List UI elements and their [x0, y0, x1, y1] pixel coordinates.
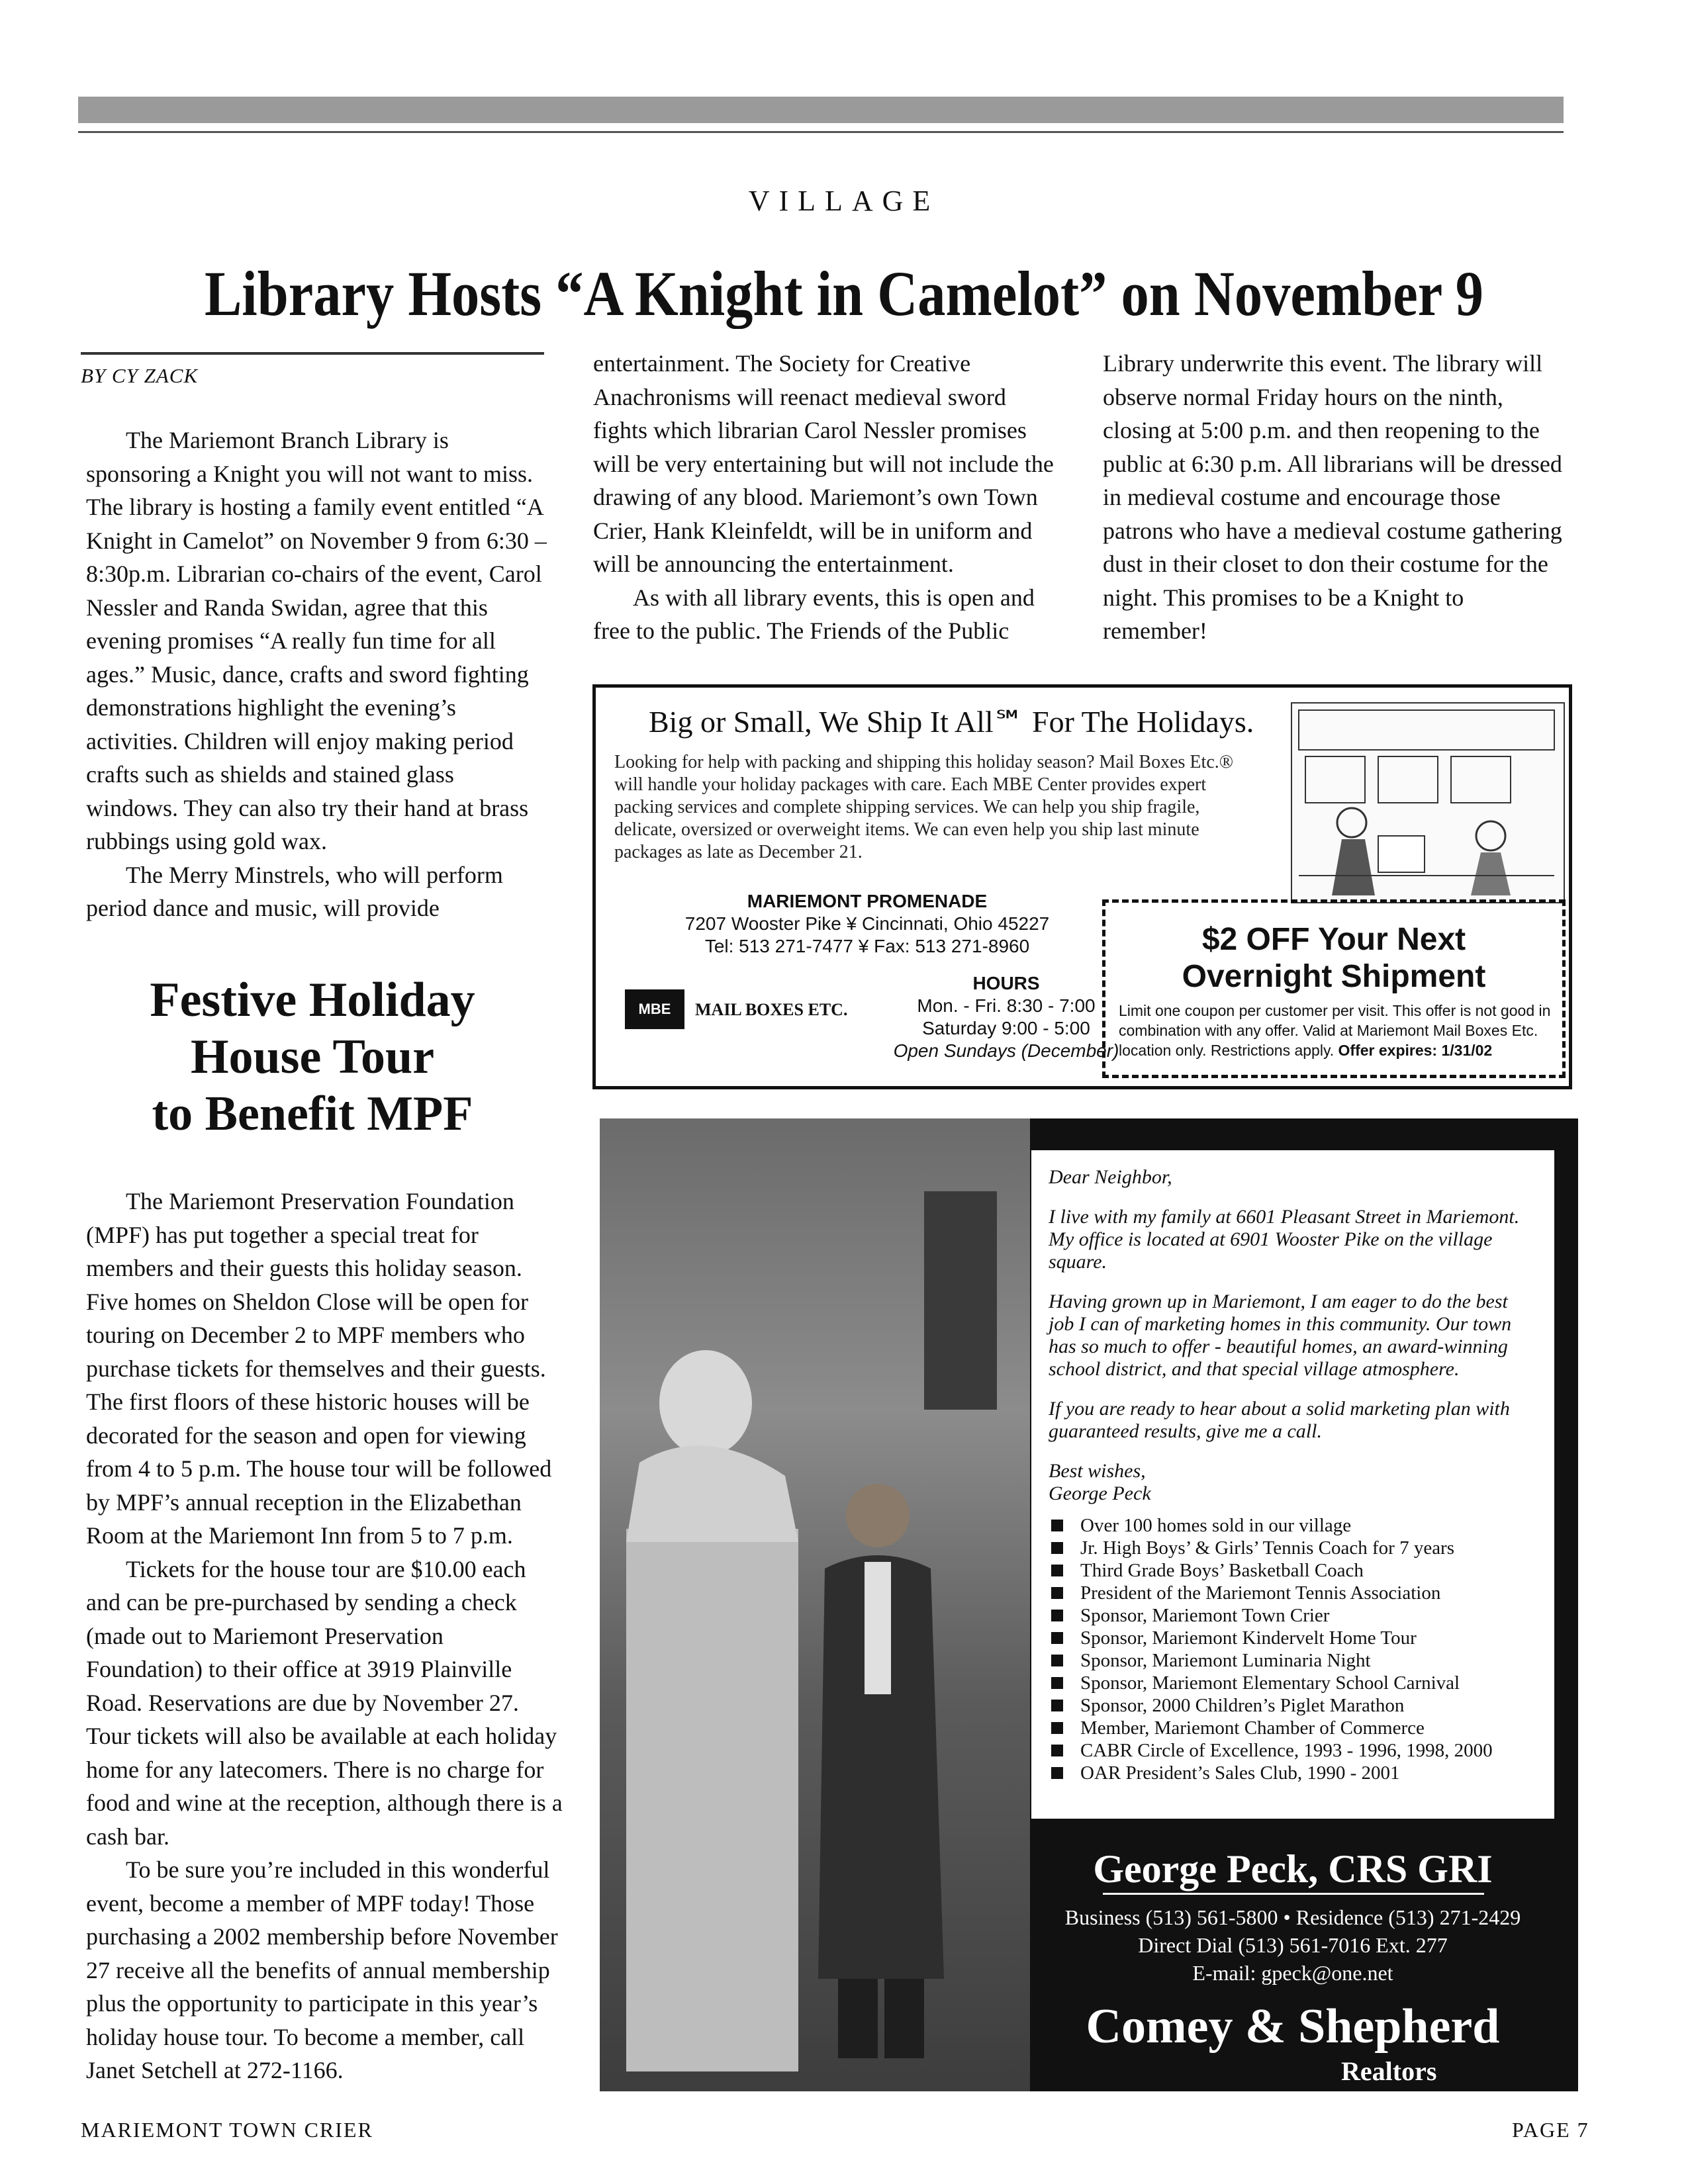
paragraph: The Mariemont Branch Library is sponsoring a Knight you will not want to miss. The library is hosting a family event entitled “A Knight in Camelot” on November 9 from 6:30 – 8:30p.m. Librarian co-chairs of the event, Carol Nessler and Randa Swidan, agree that this evening promises “A really fun time for all ages.” Music, dance, crafts and sword fighting demonstrations highlight the evening’s activities. Children will enjoy making period crafts such as shields and stained glass windows. They can also try their hand at brass rubbings using gold wax.: [86, 427, 547, 854]
paragraph: As with all library events, this is open and free to the public. The Friends of the Public: [593, 584, 1035, 644]
coupon-terms: Limit one coupon per customer per visit. This offer is not good in combination with any offer. Valid at Mariemont Mail Boxes Etc. location only. Restrictions apply.: [1119, 1002, 1551, 1059]
article-column-2: [593, 347, 1063, 648]
mbe-advertisement: [592, 684, 1572, 1089]
paragraph: The Merry Minstrels, who will perform period dance and music, will provide: [86, 861, 503, 921]
ad-body: Looking for help with packing and shipping this holiday season? Mail Boxes Etc.® will handle your holiday packages with care. Each MBE Center provides expert packing services and complete shipping services. We can help you ship fragile, delicate, oversized or overweight items. We can even help you ship last minute packages as late as December 21.: [614, 752, 1234, 862]
list-item: Sponsor, Mariemont Kindervelt Home Tour: [1049, 1627, 1537, 1649]
brokerage-logo: Comey & Shepherd: [1086, 1999, 1500, 2054]
byline-rule: [81, 352, 544, 355]
hours-line: Mon. - Fri. 8:30 - 7:00: [917, 995, 1096, 1016]
letter-to-neighbor: [1031, 1150, 1554, 1819]
headline-line: Festive Holiday: [150, 973, 475, 1027]
house-tour-headline: [81, 972, 544, 1142]
ad-title: Big or Small, We Ship It All℠ For The Holidays.: [649, 705, 1254, 739]
header-bar: [78, 97, 1564, 123]
hours-label: HOURS: [972, 973, 1040, 993]
letter-greeting: Dear Neighbor,: [1049, 1166, 1172, 1188]
house-tour-article: [86, 1185, 563, 2087]
list-item: CABR Circle of Excellence, 1993 - 1996, 1998, 2000: [1049, 1739, 1537, 1762]
store-address: [635, 890, 1099, 958]
agent-name: George Peck, CRS GRI: [1093, 1847, 1493, 1891]
hours-line: Saturday 9:00 - 5:00: [922, 1018, 1090, 1038]
contact-direct: Direct Dial (513) 561-7016 Ext. 277: [1138, 1933, 1448, 1957]
list-item: Over 100 homes sold in our village: [1049, 1514, 1537, 1537]
agent-photo: [600, 1118, 1030, 2091]
article-column-1: [86, 424, 549, 925]
mbe-logo-text: MAIL BOXES ETC.: [695, 1000, 848, 1019]
paragraph: Tickets for the house tour are $10.00 each and can be pre-purchased by sending a check (made out to Mariemont Preservation Foundation) to their office at 3919 Plainville Road. Reservations are due by November 27. Tour tickets will also be available at each holiday home for any latecomers. There is no charge for food and wine at the reception, although there is a cash bar.: [86, 1555, 563, 1850]
headline-line: to Benefit MPF: [152, 1087, 473, 1141]
coupon-title-line: $2 OFF Your Next: [1201, 922, 1466, 957]
phone-fax: Tel: 513 271-7477 ¥ Fax: 513 271-8960: [704, 936, 1030, 956]
list-item: President of the Mariemont Tennis Association: [1049, 1582, 1537, 1604]
section-label: VILLAGE: [748, 185, 940, 217]
paragraph: entertainment. The Society for Creative Anachronisms will reenact medieval sword fights which librarian Carol Nessler promises will be very entertaining but will not include the drawing of any blood. Mariemont’s own Town Crier, Hank Kleinfeldt, will be in uniform and will be announcing the entertainment.: [593, 350, 1054, 577]
list-item: Sponsor, Mariemont Town Crier: [1049, 1604, 1537, 1627]
realtor-advertisement: [600, 1118, 1578, 2091]
list-item: Sponsor, Mariemont Luminaria Night: [1049, 1649, 1537, 1672]
contact-email: E-mail: gpeck@one.net: [1192, 1961, 1393, 1985]
list-item: Third Grade Boys’ Basketball Coach: [1049, 1559, 1537, 1582]
store-name: MARIEMONT PROMENADE: [747, 891, 988, 911]
list-item: Sponsor, 2000 Children’s Piglet Marathon: [1049, 1694, 1537, 1717]
letter-paragraph: I live with my family at 6601 Pleasant Street in Mariemont. My office is located at 6901 Wooster Pike on the village square.: [1049, 1206, 1520, 1273]
letter-signoff: [1049, 1460, 1537, 1505]
list-item: OAR President’s Sales Club, 1990 - 2001: [1049, 1762, 1537, 1784]
hours-line: Open Sundays (December): [893, 1040, 1119, 1061]
coupon-fine-print: [1119, 1001, 1556, 1060]
coupon-expiry: Offer expires: 1/31/02: [1338, 1042, 1493, 1059]
headline-line: House Tour: [190, 1030, 435, 1084]
page-number: PAGE 7: [1512, 2118, 1589, 2142]
agent-contact: [1031, 1903, 1554, 1987]
street-address: 7207 Wooster Pike ¥ Cincinnati, Ohio 45227: [684, 913, 1050, 934]
credentials-list: [1049, 1514, 1537, 1784]
byline: BY CY ZACK: [81, 364, 199, 387]
coupon-title: [1105, 921, 1562, 995]
publication-name: MARIEMONT TOWN CRIER: [81, 2118, 373, 2142]
list-item: Jr. High Boys’ & Girls’ Tennis Coach for 7 years: [1049, 1537, 1537, 1559]
mbe-logo: MBE: [625, 989, 684, 1029]
article-headline: Library Hosts “A Knight in Camelot” on November 9: [204, 258, 1484, 329]
list-item: Sponsor, Mariemont Elementary School Carnival: [1049, 1672, 1537, 1694]
coupon-title-line: Overnight Shipment: [1182, 959, 1486, 994]
paragraph: The Mariemont Preservation Foundation (MPF) has put together a special treat for members and their guests this holiday season. Five homes on Sheldon Close will be open for touring on December 2 to MPF members who purchase tickets for themselves and their guests. The first floors of these historic houses will be decorated for the season and open for viewing from 4 to 5 p.m. The house tour will be followed by MPF’s annual reception in the Elizabethan Room at the Mariemont Inn from 5 to 7 p.m.: [86, 1188, 552, 1549]
list-item: Member, Mariemont Chamber of Commerce: [1049, 1717, 1537, 1739]
header-rule: [78, 131, 1564, 133]
paragraph: To be sure you’re included in this wonderful event, become a member of MPF today! Those purchasing a 2002 membership before November 27 receive all the benefits of annual membership plus the opportunity to participate in this year’s holiday house tour. To become a member, call Janet Setchell at 272-1166.: [86, 1856, 558, 2083]
agent-name-rule: [1103, 1893, 1484, 1895]
signoff: Best wishes,: [1049, 1460, 1146, 1482]
shipping-illustration: [1291, 702, 1565, 903]
signature: George Peck: [1049, 1482, 1151, 1504]
letter-paragraph: Having grown up in Mariemont, I am eager to do the best job I can of marketing homes in this community. Our town has so much to offer - beautiful homes, an award-winning school district, and that special village atmosphere.: [1049, 1291, 1512, 1380]
letter-paragraph: If you are ready to hear about a solid marketing plan with guaranteed results, give me a call.: [1049, 1398, 1510, 1442]
brokerage-subtitle: Realtors: [1341, 2056, 1437, 2086]
article-column-3: [1103, 347, 1573, 648]
paragraph: Library underwrite this event. The library will observe normal Friday hours on the ninth, closing at 5:00 p.m. and then reopening to the public at 6:30 p.m. All librarians will be dressed in medieval costume and encourage those patrons who have a medieval costume gathering dust in their closet to don their costume for the night. This promises to be a Knight to remember!: [1103, 350, 1562, 644]
contact-phones: Business (513) 561-5800 • Residence (513) 271-2429: [1064, 1905, 1521, 1929]
coupon: [1102, 899, 1566, 1078]
store-hours: [887, 972, 1125, 1062]
